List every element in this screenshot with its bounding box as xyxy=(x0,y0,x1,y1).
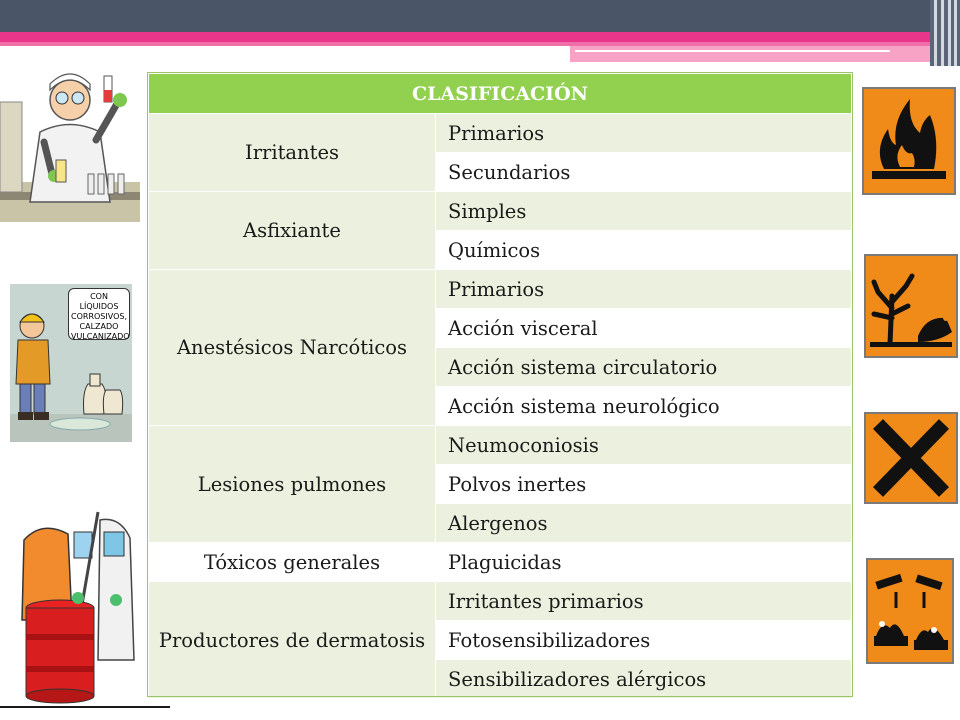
subtype-cell: Alergenos xyxy=(436,504,852,543)
harmful-x-icon xyxy=(866,414,956,502)
category-cell: Productores de dermatosis xyxy=(149,582,436,699)
corner-stripes xyxy=(930,0,960,66)
speech-bubble-line: CORROSIVOS, xyxy=(71,312,127,321)
subtype-cell: Irritantes primarios xyxy=(436,582,852,621)
hazmat-workers-illustration xyxy=(12,510,142,704)
subtype-cell: Simples xyxy=(436,192,852,231)
speech-bubble-line: CON LÍQUIDOS xyxy=(79,292,119,311)
environment-hazard-icon xyxy=(866,256,956,356)
category-cell: Tóxicos generales xyxy=(149,543,436,582)
table-header: CLASIFICACIÓN xyxy=(149,74,852,114)
flammable-icon xyxy=(864,89,954,193)
subtype-cell: Sensibilizadores alérgicos xyxy=(436,660,852,699)
speech-bubble-line: CALZADO xyxy=(79,322,119,331)
scientist-icon xyxy=(0,62,140,222)
subtype-cell: Primarios xyxy=(436,114,852,153)
subtype-cell: Secundarios xyxy=(436,153,852,192)
scientist-illustration xyxy=(0,62,140,222)
pink-accent-bar-pale xyxy=(570,46,930,62)
subtype-cell: Polvos inertes xyxy=(436,465,852,504)
category-cell: Lesiones pulmones xyxy=(149,426,436,543)
pink-accent-bar xyxy=(0,32,930,42)
subtype-cell: Acción sistema circulatorio xyxy=(436,348,852,387)
flammable-sign xyxy=(862,87,956,195)
environment-hazard-sign xyxy=(864,254,958,358)
worker-warning-illustration xyxy=(10,284,132,442)
speech-bubble xyxy=(68,288,130,340)
classification-table xyxy=(148,73,852,699)
category-cell: Asfixiante xyxy=(149,192,436,270)
subtype-cell: Acción sistema neurológico xyxy=(436,387,852,426)
category-cell: Irritantes xyxy=(149,114,436,192)
subtype-cell: Plaguicidas xyxy=(436,543,852,582)
subtype-cell: Acción visceral xyxy=(436,309,852,348)
corrosive-sign xyxy=(866,558,954,664)
category-cell: Anestésicos Narcóticos xyxy=(149,270,436,426)
subtype-cell: Fotosensibilizadores xyxy=(436,621,852,660)
accent-divider xyxy=(575,50,890,52)
speech-bubble-line: VULCANIZADO xyxy=(71,332,130,341)
subtype-cell: Neumoconiosis xyxy=(436,426,852,465)
subtype-cell: Primarios xyxy=(436,270,852,309)
footer-rule xyxy=(0,706,170,708)
hazmat-icon xyxy=(12,510,142,704)
harmful-sign xyxy=(864,412,958,504)
corrosive-icon xyxy=(868,560,952,662)
top-title-bar xyxy=(0,0,960,32)
subtype-cell: Químicos xyxy=(436,231,852,270)
